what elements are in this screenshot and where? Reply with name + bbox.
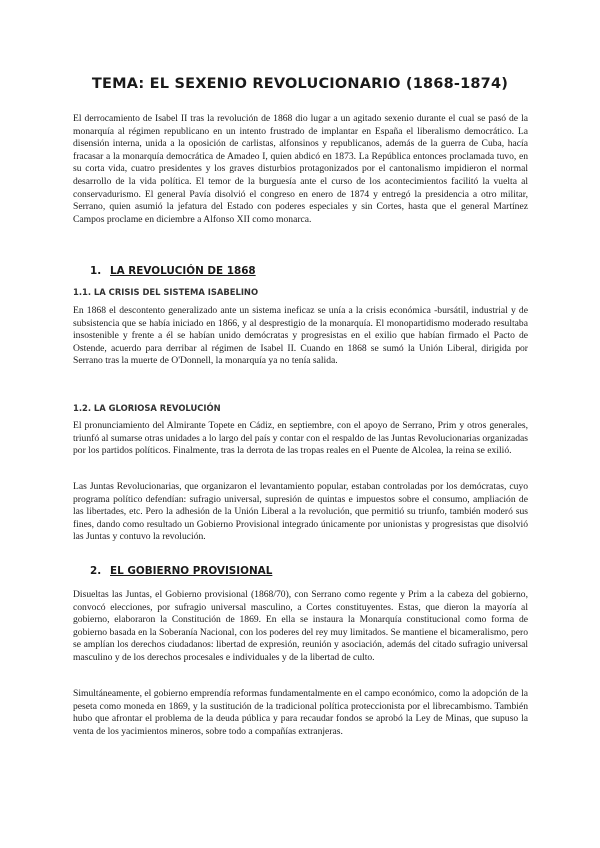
document-title: TEMA: EL SEXENIO REVOLUCIONARIO (1868-1874) xyxy=(91,76,509,92)
subsection-1-1-paragraph: En 1868 el descontento generalizado ante un sistema ineficaz se unía a la crisis económica -bursátil, industrial y de subsistencia que se había iniciado en 1866, y al desprestigio de la monarquía. El monopartidismo moderado resultaba insostenible y frente a él se habían unido demócratas y progresistas en el exilio que habían firmado el Pacto de Ostende, acuerdo para derribar al régimen de Isabel II. Cuando en 1868 se sumó la Unión Liberal, dirigida por Serrano tras la muerte de O'Donnell, la monarquía ya no tenía salida. xyxy=(73,305,528,367)
section-2-heading xyxy=(90,565,272,577)
section-2-paragraph-1: Disueltas las Juntas, el Gobierno provisional (1868/70), con Serrano como regente y Prim a la cabeza del gobierno, convocó elecciones, por sufragio universal masculino, a Cortes constituyentes. Estas, que dieron la mayoría al gobierno, elaboraron la Constitución de 1869. En ella se instaura la Monarquía constitucional como forma de gobierno basada en la Soberanía Nacional, con los poderes del rey muy limitados. Se mantiene el bicameralismo, pero se amplían los derechos ciudadanos: libertad de expresión, reunión y asociación, además del citado sufragio universal masculino y de los derechos procesales e individuales y de la libertad de culto. xyxy=(73,589,528,663)
section-2-number: 2. xyxy=(90,565,102,577)
section-1-title: LA REVOLUCIÓN DE 1868 xyxy=(110,265,256,277)
subsection-1-2-paragraph-1: El pronunciamiento del Almirante Topete en Cádiz, en septiembre, con el apoyo de Serrano, Prim y otros generales, triunfó al sumarse otras unidades a lo largo del país y contar con el respaldo de las Juntas Revolucionarias organizadas por los partidos políticos. Finalmente, tras la derrota de las tropas reales en el Puente de Alcolea, la reina se exilió. xyxy=(73,420,528,457)
section-1-number: 1. xyxy=(90,265,102,277)
section-2-title: EL GOBIERNO PROVISIONAL xyxy=(110,565,273,577)
subsection-1-2-paragraph-2: Las Juntas Revolucionarias, que organizaron el levantamiento popular, estaban controladas por los demócratas, cuyo programa político defendían: sufragio universal, supresión de quintas e impuestos sobre el consumo, ampliación de las libertades, etc. Pero la adhesión de la Unión Liberal a la revolución, que permitió su triunfo, también moderó sus fines, dando como resultado un Gobierno Provisional integrado únicamente por unionistas y progresistas que disolvió las Juntas y contuvo la revolución. xyxy=(73,481,528,543)
subsection-1-2-heading: 1.2. LA GLORIOSA REVOLUCIÓN xyxy=(73,403,221,413)
section-1-heading xyxy=(90,265,256,277)
section-2-paragraph-2: Simultáneamente, el gobierno emprendía reformas fundamentalmente en el campo económico, como la adopción de la peseta como moneda en 1869, y la sustitución de la tradicional política proteccionista por el librecambismo. También hubo que afrontar el problema de la deuda pública y para recaudar fondos se aprobó la Ley de Minas, que supuso la venta de los yacimientos mineros, sobre todo a compañías extranjeras. xyxy=(73,688,529,737)
intro-paragraph: El derrocamiento de Isabel II tras la revolución de 1868 dio lugar a un agitado sexenio durante el cual se pasó de la monarquía al régimen republicano en un intento frustrado de implantar en España el liberalismo democrático. La disensión interna, unida a la oposición de carlistas, alfonsinos y republicanos, además de la guerra de Cuba, hacía fracasar a la monarquía democrática de Amadeo I, quien abdicó en 1873. La República entonces proclamada tuvo, en su corta vida, cuatro presidentes y los graves disturbios protagonizados por el cantonalismo impidieron el normal desarrollo de la vida política. El temor de la burguesía ante el curso de los acontecimientos facilitó la vuelta al conservadurismo. El general Pavía disolvió el congreso en enero de 1874 y entregó la presidencia a otro militar, Serrano, quien asumió la jefatura del Estado con poderes especiales y sin Cortes, hasta que el general Martínez Campos proclame en diciembre a Alfonso XII como monarca. xyxy=(73,113,528,225)
subsection-1-1-heading: 1.1. LA CRISIS DEL SISTEMA ISABELINO xyxy=(73,287,259,297)
